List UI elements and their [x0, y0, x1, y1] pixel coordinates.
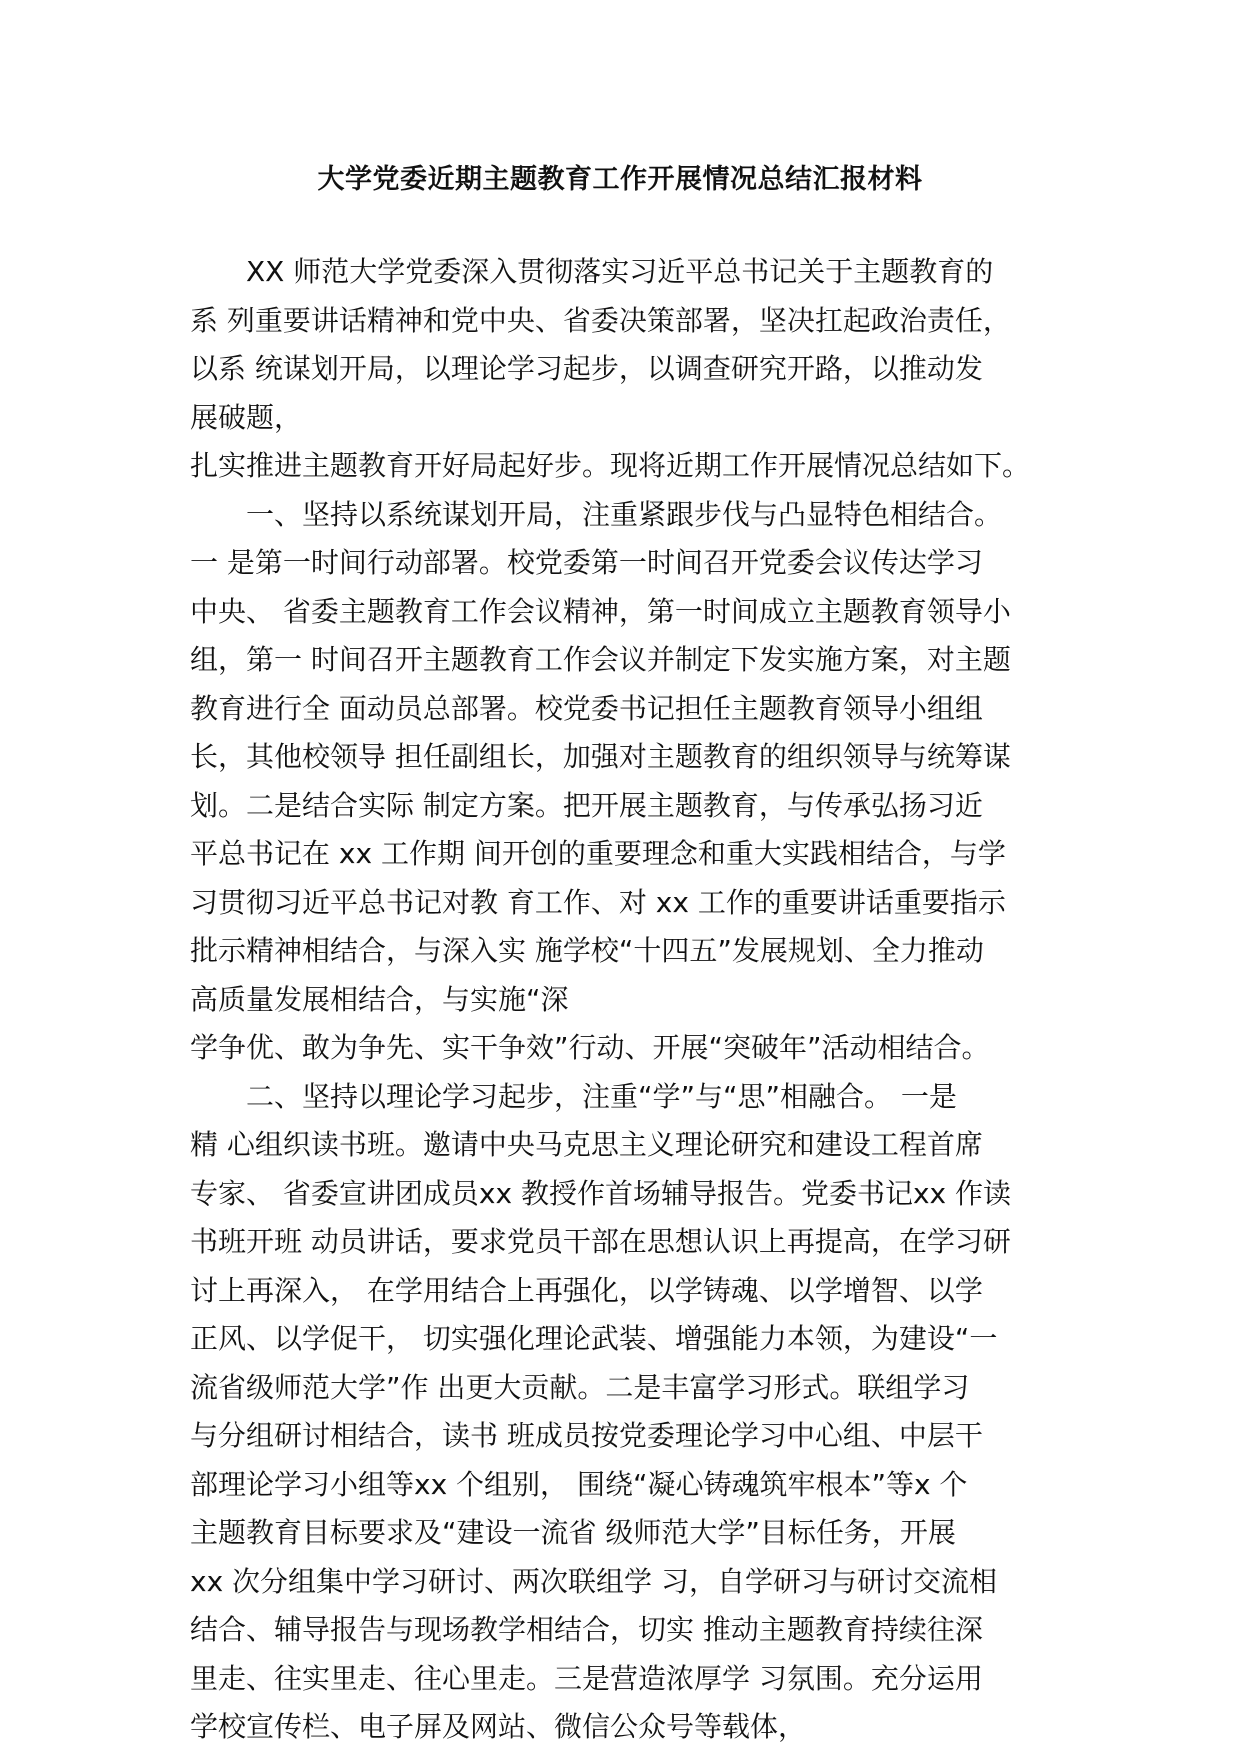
paragraph-line: 里走、往实里走、往心里走。三是营造浓厚学 习氛围。充分运用 — [190, 1661, 983, 1695]
paragraph-line: 以系 统谋划开局，以理论学习起步，以调查研究开路，以推动发 — [190, 352, 983, 385]
paragraph-line: 中央、 省委主题教育工作会议精神，第一时间成立主题教育领导小 — [190, 594, 1011, 628]
paragraph-line: 教育进行全 面动员总部署。校党委书记担任主题教育领导小组组 — [190, 691, 983, 725]
paragraph-line: 高质量发展相结合，与实施“深 — [190, 982, 569, 1016]
paragraph-line: 主题教育目标要求及“建设一流省 级师范大学”目标任务，开展 — [190, 1516, 956, 1549]
paragraph-line: 一 是第一时间行动部署。校党委第一时间召开党委会议传达学习 — [190, 546, 983, 579]
paragraph-line: 批示精神相结合，与深入实 施学校“十四五”发展规划、全力推动 — [190, 934, 984, 967]
paragraph-line: 系 列重要讲话精神和党中央、省委决策部署，坚决扛起政治责任， — [190, 303, 1011, 337]
paragraph-line: 学争优、敢为争先、实干争效”行动、开展“突破年”活动相结合。 — [190, 1031, 990, 1064]
paragraph-line: 学校宣传栏、电子屏及网站、微信公众号等载体， — [190, 1710, 807, 1743]
paragraph-line: 专家、 省委宣讲团成员xx 教授作首场辅导报告。党委书记xx 作读 — [190, 1176, 1011, 1210]
paragraph-line: 一、坚持以系统谋划开局，注重紧跟步伐与凸显特色相结合。 — [246, 497, 1003, 531]
paragraph-line: 部理论学习小组等xx 个组别， 围绕“凝心铸魂筑牢根本”等x 个 — [190, 1467, 968, 1501]
paragraph-line: 展破题， — [190, 400, 303, 434]
paragraph-line: 精 心组织读书班。邀请中央马克思主义理论研究和建设工程首席 — [190, 1128, 983, 1161]
paragraph-line: 结合、辅导报告与现场教学相结合，切实 推动主题教育持续往深 — [190, 1613, 983, 1646]
paragraph-line: 组，第一 时间召开主题教育工作会议并制定下发实施方案，对主题 — [190, 643, 1011, 676]
paragraph-line: 平总书记在 xx 工作期 间开创的重要理念和重大实践相结合，与学 — [190, 837, 1006, 870]
paragraph-line: 扎实推进主题教育开好局起好步。现将近期工作开展情况总结如下。 — [190, 449, 1031, 482]
paragraph-line: 长，其他校领导 担任副组长，加强对主题教育的组织领导与统筹谋 — [190, 740, 1011, 773]
paragraph-line: 流省级师范大学”作 出更大贡献。二是丰富学习形式。联组学习 — [190, 1370, 970, 1404]
paragraph-line: 二、坚持以理论学习起步，注重“学”与“思”相融合。 一是 — [246, 1079, 957, 1113]
paragraph-line: xx 次分组集中学习研讨、两次联组学 习，自学研习与研讨交流相 — [190, 1564, 997, 1598]
paragraph-line: 划。二是结合实际 制定方案。把开展主题教育，与传承弘扬习近 — [190, 788, 983, 822]
document-title: 大学党委近期主题教育工作开展情况总结汇报材料 — [317, 164, 923, 195]
paragraph-line: 正风、以学促干， 切实强化理论武装、增强能力本领，为建设“一 — [190, 1322, 998, 1355]
document-body — [190, 248, 1090, 1752]
paragraph-line: 讨上再深入， 在学用结合上再强化，以学铸魂、以学增智、以学 — [190, 1273, 983, 1307]
paragraph-line: 与分组研讨相结合，读书 班成员按党委理论学习中心组、中层干 — [190, 1419, 983, 1452]
paragraph-line: 书班开班 动员讲话，要求党员干部在思想认识上再提高，在学习研 — [190, 1225, 1011, 1258]
paragraph-line: 习贯彻习近平总书记对教 育工作、对 xx 工作的重要讲话重要指示 — [190, 885, 1006, 919]
paragraph-line: XX 师范大学党委深入贯彻落实习近平总书记关于主题教育的 — [246, 255, 994, 288]
